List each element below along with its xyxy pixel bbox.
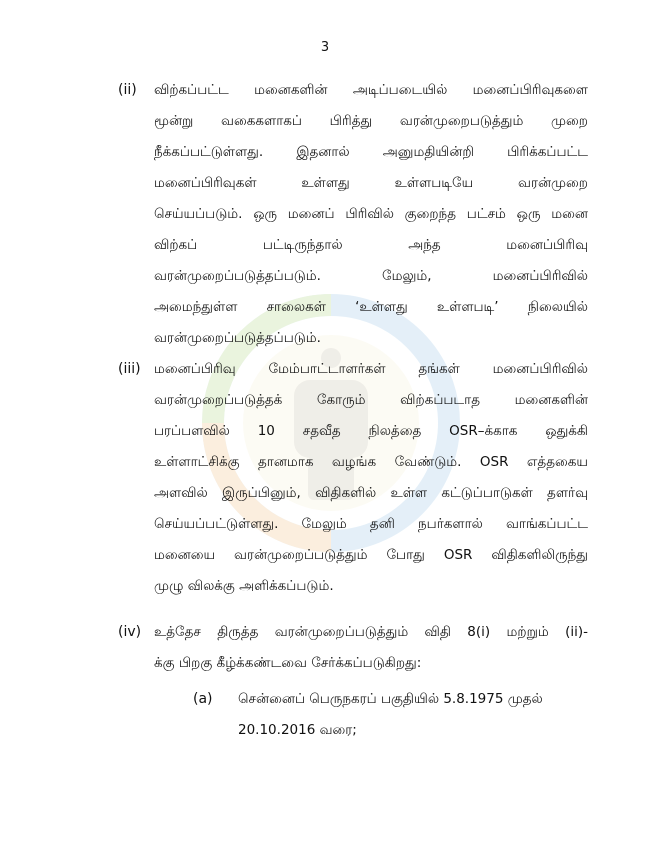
page-number: 3: [320, 40, 330, 55]
item-marker: (iii): [118, 361, 141, 377]
sub-item-marker: (a): [193, 691, 213, 707]
text-line: வரன்முறைப்படுத்தப்படும்.: [154, 330, 321, 346]
text-line: உத்தேச திருத்த வரன்முறைப்படுத்தும் விதி 8(i) மற்றும் (ii)-: [154, 624, 588, 640]
text-line: செய்யப்படும். ஒரு மனைப் பிரிவில் குறைந்த பட்சம் ஒரு மனை: [154, 206, 588, 222]
list-item-iv: [118, 617, 588, 679]
text-line: மனைப்பிரிவுகள் உள்ளது உள்ளபடியே வரன்முறை: [154, 175, 588, 191]
text-line: மூன்று வகைகளாகப் பிரித்து வரன்முறைபடுத்தும் முறை: [154, 113, 588, 129]
text-line: மனைப்பிரிவு மேம்பாட்டாளர்கள் தங்கள் மனைப்பிரிவில்: [154, 361, 588, 377]
text-line: முழு விலக்கு அளிக்கப்படும்.: [154, 578, 334, 594]
text-line: விற்கப் பட்டிருந்தால் அந்த மனைப்பிரிவு: [154, 237, 588, 253]
item-marker: (ii): [118, 82, 137, 98]
text-line: அளவில் இருப்பினும், விதிகளில் உள்ள கட்டுப்பாடுகள் தளர்வு: [154, 485, 588, 501]
text-line: பரப்பளவில் 10 சதவீத நிலத்தை OSR–க்காக ஒதுக்கி: [154, 423, 588, 439]
sub-item-a: [193, 684, 593, 746]
text-line: விற்கப்பட்ட மனைகளின் அடிப்படையில் மனைப்பிரிவுகளை: [154, 82, 588, 98]
text-line: செய்யப்பட்டுள்ளது. மேலும் தனி நபர்களால் வாங்கப்பட்ட: [154, 516, 588, 532]
item-marker: (iv): [118, 624, 142, 640]
list-item-iii: [118, 354, 588, 602]
text-line: வரன்முறைப்படுத்தக் கோரும் விற்கப்படாத மனைகளின்: [154, 392, 588, 408]
text-line: உள்ளாட்சிக்கு தானமாக வழங்க வேண்டும். OSR எத்தகைய: [154, 454, 588, 470]
text-line: நீக்கப்பட்டுள்ளது. இதனால் அனுமதியின்றி பிரிக்கப்பட்ட: [154, 144, 588, 160]
text-line: அமைந்துள்ள சாலைகள் ‘உள்ளது உள்ளபடி’ நிலையில்: [154, 299, 588, 315]
text-line: 20.10.2016 வரை;: [238, 722, 357, 738]
text-line: மனையை வரன்முறைப்படுத்தும் போது OSR விதிகளிலிருந்து: [154, 547, 588, 563]
text-line: க்கு பிறகு கீழ்க்கண்டவை சேர்க்கப்படுகிறது:: [154, 655, 422, 671]
list-item-ii: [118, 75, 588, 354]
text-line: வரன்முறைப்படுத்தப்படும். மேலும், மனைப்பிரிவில்: [154, 268, 588, 284]
text-line: சென்னைப் பெருநகரப் பகுதியில் 5.8.1975 முதல்: [238, 691, 543, 707]
